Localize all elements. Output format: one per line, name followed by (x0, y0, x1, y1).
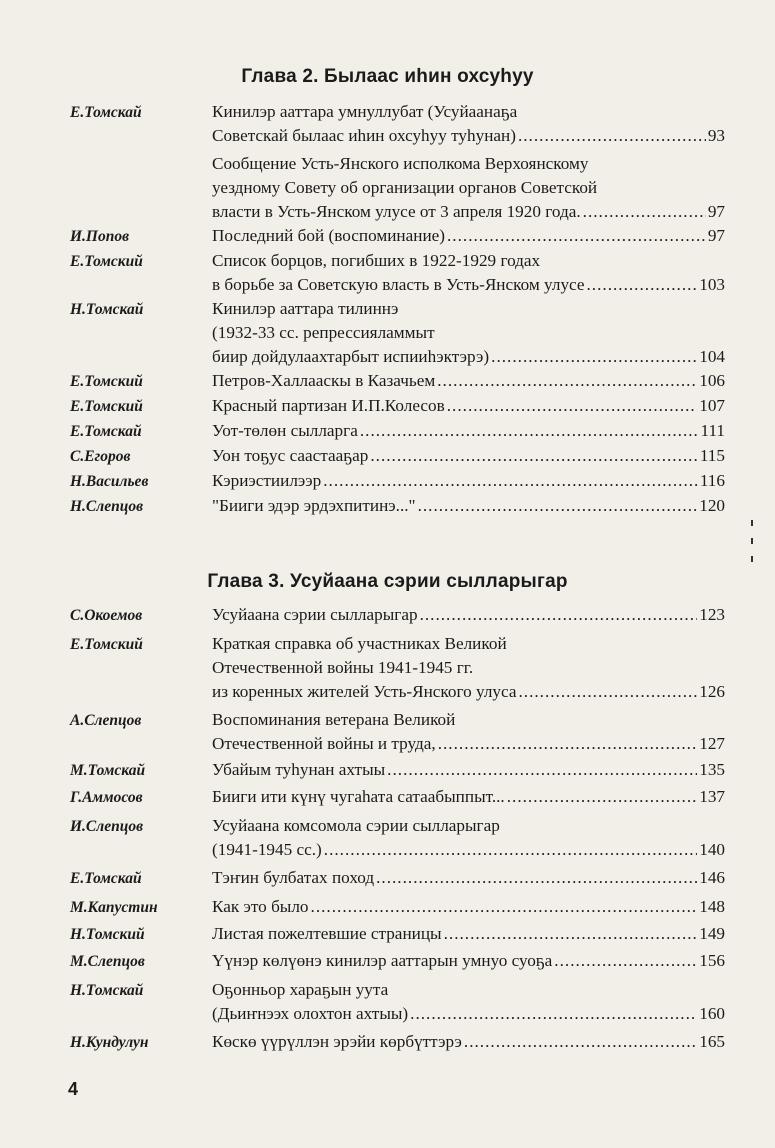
entry-title (212, 297, 725, 369)
entry-title (212, 922, 725, 946)
entry-title-line: Краткая справка об участниках Великой (212, 634, 507, 653)
toc-entry (70, 603, 725, 628)
entry-title-line: Убайым туһунан ахтыы (212, 760, 386, 779)
toc-entry (70, 224, 725, 249)
toc-entry (70, 394, 725, 419)
dot-leader (376, 866, 697, 890)
dot-leader (420, 603, 698, 627)
dot-leader (387, 758, 697, 782)
dot-leader (437, 369, 697, 393)
entry-page-number: 126 (699, 682, 725, 701)
entry-title-last-line (212, 394, 725, 418)
entry-page-number: 149 (699, 924, 725, 943)
entry-title-line: Кинилэр ааттара умнуллубат (Усуйаанаҕа (212, 102, 518, 121)
entry-title-line: Уон тоҕус саастааҕар (212, 446, 369, 465)
entry-title-last-line (212, 124, 725, 148)
entry-title-line: Отечественной войны 1941-1945 гг. (212, 658, 474, 677)
toc-entry (70, 297, 725, 369)
entry-title-line: Кэриэстиилээр (212, 471, 322, 490)
entry-title-last-line (212, 200, 725, 224)
dot-leader (410, 1002, 697, 1026)
chapter-2-contents (70, 100, 725, 519)
entry-title (212, 469, 725, 493)
entry-page-number: 140 (699, 840, 725, 859)
entry-title-line: (1941-1945 сс.) (212, 840, 322, 859)
entry-page-number: 107 (699, 396, 725, 415)
entry-title-line: Сообщение Усть-Янского исполкома Верхоянскому (212, 154, 589, 173)
entry-author (70, 152, 212, 153)
entry-title-line: Последний бой (воспоминание) (212, 226, 445, 245)
entry-title-last-line (212, 732, 725, 756)
dot-leader (447, 224, 706, 248)
entry-page-number: 97 (707, 226, 725, 245)
entry-title-line: в борьбе за Советскую власть в Усть-Янском улусе (212, 275, 585, 294)
dot-leader (507, 785, 697, 809)
entry-title-last-line (212, 273, 725, 297)
entry-page-number: 146 (699, 868, 725, 887)
entry-title-last-line (212, 895, 725, 919)
entry-page-number: 156 (699, 951, 725, 970)
entry-title-line: биир дойдулаахтарбыт испииһэктэрэ) (212, 347, 490, 366)
entry-title (212, 708, 725, 756)
entry-title-last-line (212, 345, 725, 369)
entry-title-line: (1932-33 сс. репрессияламмыт (212, 323, 435, 342)
entry-author: Е.Томский (70, 398, 143, 415)
entry-title (212, 249, 725, 297)
entry-title-line: Тэҥин булбатах поход (212, 868, 375, 887)
entry-title (212, 1030, 725, 1054)
entry-author: Е.Томскай (70, 104, 142, 121)
toc-entry (70, 866, 725, 891)
entry-title (212, 814, 725, 862)
entry-title-last-line (212, 838, 725, 862)
entry-author: М.Слепцов (70, 953, 145, 970)
entry-author: Е.Томский (70, 373, 143, 390)
entry-page-number: 115 (699, 446, 725, 465)
entry-title-line: Көскө үүрүллэн эрэйи көрбүттэрэ (212, 1032, 462, 1051)
toc-entry (70, 785, 725, 810)
entry-title (212, 152, 725, 224)
page-number: 4 (68, 1079, 79, 1099)
entry-page-number: 97 (707, 202, 725, 221)
entry-title (212, 866, 725, 890)
toc-entry (70, 814, 725, 862)
dot-leader (518, 680, 697, 704)
chapter-2-title: Глава 2. Былаас иһин охсуһуу (241, 66, 534, 87)
entry-title-last-line (212, 369, 725, 393)
entry-author: С.Егоров (70, 448, 131, 465)
entry-title-line: Оҕонньор хараҕын уута (212, 980, 389, 999)
entry-title-line: из коренных жителей Усть-Янского улуса (212, 682, 517, 701)
entry-title-line: Усуйаана сэрии сылларыгар (212, 605, 418, 624)
entry-title-last-line (212, 866, 725, 890)
toc-entry (70, 100, 725, 148)
toc-entry (70, 978, 725, 1026)
entry-title (212, 895, 725, 919)
entry-author: М.Томскай (70, 762, 146, 779)
entry-title-line: Петров-Халлааскы в Казачьем (212, 371, 436, 390)
entry-author: И.Слепцов (70, 818, 144, 835)
dot-leader (583, 200, 706, 224)
toc-entry (70, 419, 725, 444)
scan-marks (748, 520, 758, 580)
dot-leader (444, 922, 698, 946)
entry-page-number: 148 (699, 897, 725, 916)
dot-leader (311, 895, 698, 919)
toc-entry (70, 632, 725, 704)
entry-page-number: 93 (707, 126, 725, 145)
entry-title-line: Кинилэр ааттара тилиннэ (212, 299, 399, 318)
entry-author: С.Окоемов (70, 607, 143, 624)
entry-title (212, 394, 725, 418)
toc-entry (70, 949, 725, 974)
dot-leader (438, 732, 698, 756)
entry-page-number: 120 (699, 496, 725, 515)
entry-page-number: 123 (699, 605, 725, 624)
entry-author: Е.Томскай (70, 870, 142, 887)
entry-title (212, 444, 725, 468)
entry-author: Е.Томский (70, 253, 143, 270)
toc-entry (70, 444, 725, 469)
dot-leader (491, 345, 697, 369)
entry-author: И.Попов (70, 228, 130, 245)
toc-entry (70, 708, 725, 756)
toc-entry (70, 895, 725, 920)
entry-title-last-line (212, 1030, 725, 1054)
entry-title-last-line (212, 494, 725, 518)
entry-page-number: 165 (699, 1032, 725, 1051)
toc-entry (70, 369, 725, 394)
entry-title (212, 369, 725, 393)
toc-entry (70, 152, 725, 224)
entry-title-last-line (212, 922, 725, 946)
dot-leader (554, 949, 697, 973)
entry-title (212, 224, 725, 248)
entry-author: Н.Томский (70, 926, 145, 943)
entry-page-number: 135 (699, 760, 725, 779)
chapter-3-title: Глава 3. Усуйаана сэрии сылларыгар (207, 571, 568, 592)
entry-author: Н.Кундулун (70, 1034, 149, 1051)
dot-leader (324, 838, 697, 862)
entry-title (212, 100, 725, 148)
entry-title-line: (Дьиҥнээх олохтон ахтыы) (212, 1004, 409, 1023)
dot-leader (370, 444, 697, 468)
entry-title (212, 978, 725, 1026)
entry-title-last-line (212, 444, 725, 468)
dot-leader (418, 494, 698, 518)
entry-title-line: Бииги ити күнү чугаһата сатаабыппыт... (212, 787, 505, 806)
entry-title (212, 494, 725, 518)
chapter-3-contents (70, 603, 725, 1055)
entry-author: Г.Аммосов (70, 789, 143, 806)
entry-author: М.Капустин (70, 899, 158, 916)
entry-author: Е.Томский (70, 636, 143, 653)
entry-author: А.Слепцов (70, 712, 142, 729)
dot-leader (518, 124, 706, 148)
entry-page-number: 160 (699, 1004, 725, 1023)
entry-title-line: Список борцов, погибших в 1922-1929 годах (212, 251, 541, 270)
entry-author: Е.Томскай (70, 423, 142, 440)
entry-title-line: Уот-төлөн сылларга (212, 421, 358, 440)
entry-title-line: Как это было (212, 897, 309, 916)
entry-title-line: власти в Усть-Янском улусе от 3 апреля 1920 года. (212, 202, 581, 221)
dot-leader (323, 469, 698, 493)
entry-page-number: 111 (700, 421, 725, 440)
entry-author: Н.Васильев (70, 473, 149, 490)
entry-title-last-line (212, 603, 725, 627)
entry-title-line: уездному Совету об организации органов Советской (212, 178, 598, 197)
entry-title (212, 632, 725, 704)
entry-title-last-line (212, 758, 725, 782)
toc-entry (70, 1030, 725, 1055)
entry-title-last-line (212, 419, 725, 443)
dot-leader (360, 419, 699, 443)
toc-entry (70, 469, 725, 494)
dot-leader (447, 394, 697, 418)
entry-page-number: 103 (699, 275, 725, 294)
entry-title-last-line (212, 224, 725, 248)
entry-title-last-line (212, 469, 725, 493)
entry-title-last-line (212, 1002, 725, 1026)
entry-title-last-line (212, 785, 725, 809)
entry-page-number: 137 (699, 787, 725, 806)
entry-title-last-line (212, 680, 725, 704)
entry-title-line: Листая пожелтевшие страницы (212, 924, 442, 943)
entry-title-line: Усуйаана комсомола сэрии сылларыгар (212, 816, 500, 835)
entry-title-line: Үүнэр көлүөнэ кинилэр ааттарын умнуо суоҕа (212, 951, 553, 970)
entry-title-line: Отечественной войны и труда, (212, 734, 436, 753)
entry-author: Н.Томскай (70, 982, 144, 999)
entry-title (212, 758, 725, 782)
entry-title-last-line (212, 949, 725, 973)
entry-title-line: Советскай былаас иһин охсуһуу туһунан) (212, 126, 516, 145)
entry-page-number: 116 (699, 471, 725, 490)
dot-leader (587, 273, 698, 297)
entry-title (212, 949, 725, 973)
entry-page-number: 127 (699, 734, 725, 753)
toc-entry (70, 922, 725, 947)
entry-title-line: Красный партизан И.П.Колесов (212, 396, 445, 415)
entry-author: Н.Томскай (70, 301, 144, 318)
entry-page-number: 104 (699, 347, 725, 366)
toc-entry (70, 249, 725, 297)
toc-entry (70, 758, 725, 783)
entry-title-line: "Бииги эдэр эрдэхпитинэ..." (212, 496, 416, 515)
entry-title (212, 785, 725, 809)
entry-author: Н.Слепцов (70, 498, 144, 515)
entry-title (212, 603, 725, 627)
entry-title (212, 419, 725, 443)
dot-leader (464, 1030, 697, 1054)
entry-title-line: Воспоминания ветерана Великой (212, 710, 456, 729)
toc-entry (70, 494, 725, 519)
entry-page-number: 106 (699, 371, 725, 390)
